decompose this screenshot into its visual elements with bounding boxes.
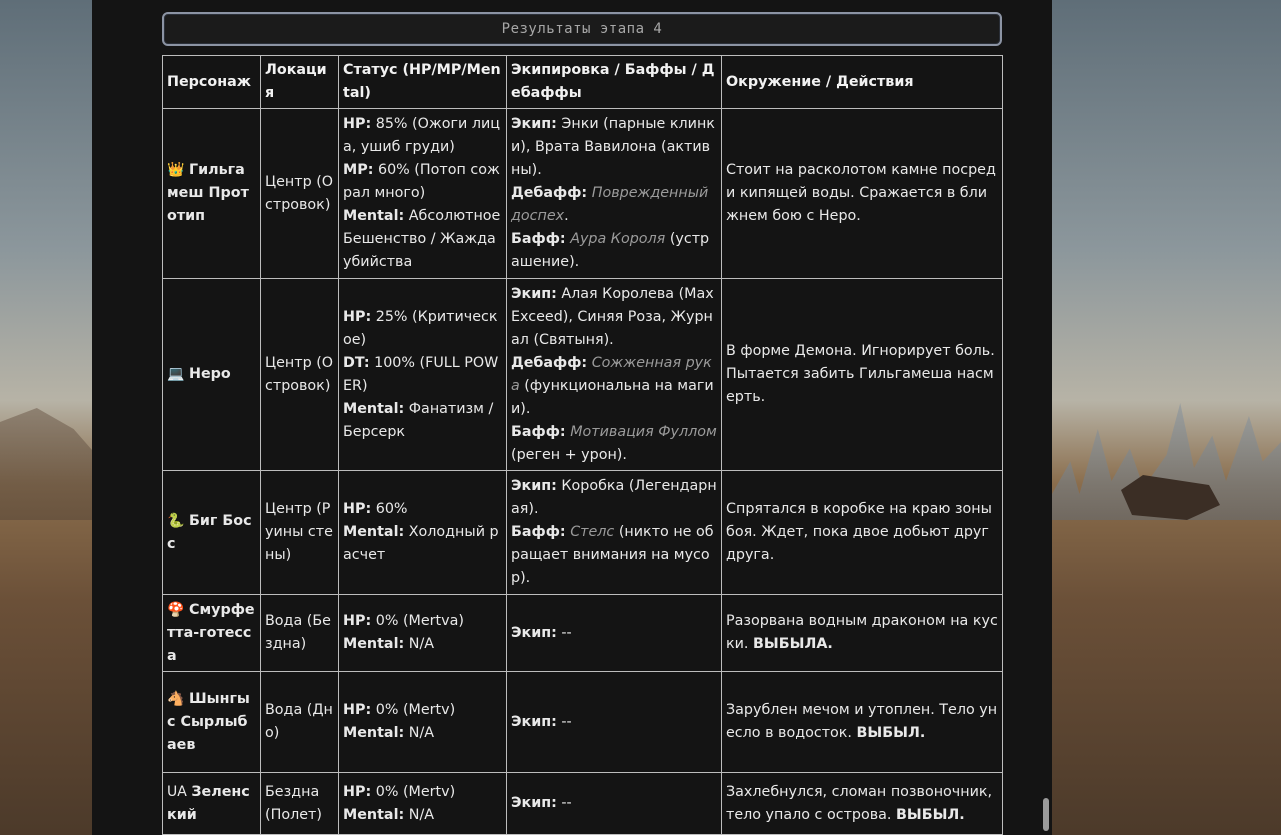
- equipment-line: [511, 283, 717, 352]
- effect-name: Мотивация Фуллом: [570, 423, 717, 440]
- location-cell: Центр (Руины стены): [261, 471, 339, 595]
- action-text: Стоит на расколотом камне посреди кипящей воды. Сражается в ближнем бою с Неро.: [726, 162, 996, 224]
- status-cell: [339, 471, 507, 595]
- status-line: [343, 699, 502, 722]
- equipment-line: [511, 521, 717, 590]
- action-text: Разорвана водным драконом на куски.: [726, 613, 998, 652]
- status-label: DT:: [343, 354, 370, 371]
- column-header-character: Персонаж: [163, 56, 261, 109]
- character-name: Биг Босс: [167, 512, 252, 552]
- equipment-label: Экип:: [511, 116, 557, 132]
- effect-note: (функциональна на магии).: [511, 377, 714, 417]
- results-table: [162, 55, 1003, 835]
- column-header-status: Статус (HP/MP/Mental): [339, 56, 507, 109]
- equipment-value: Коробка (Легендарная).: [511, 478, 717, 517]
- effect-note: (никто не обращает внимания на мусор).: [511, 524, 714, 586]
- effect-note: (реген + урон).: [511, 446, 627, 463]
- status-line: [343, 633, 502, 656]
- location-cell: Центр (Островок): [261, 279, 339, 471]
- equipment-label: Экип:: [511, 713, 557, 730]
- status-line: [343, 610, 502, 633]
- character-cell: [163, 672, 261, 773]
- equipment-line: [511, 622, 717, 645]
- effect-name: Сожженная рука: [511, 354, 712, 394]
- status-value: 60% (Потоп сожрал много): [343, 162, 500, 201]
- location-cell: Центр (Островок): [261, 109, 339, 279]
- character-name: Зеленский: [167, 783, 250, 823]
- status-label: HP:: [343, 501, 372, 517]
- status-label: HP:: [343, 116, 372, 132]
- table-row: [163, 109, 1003, 279]
- status-value: Холодный расчет: [343, 524, 499, 563]
- status-line: [343, 159, 502, 205]
- equipment-value: --: [561, 624, 572, 641]
- character-emoji-icon: 🐴: [167, 690, 185, 707]
- status-label: HP:: [343, 613, 372, 629]
- equipment-label: Экип:: [511, 285, 557, 302]
- status-label: Mental:: [343, 524, 405, 540]
- status-value: 85% (Ожоги лица, ушиб груди): [343, 116, 501, 155]
- character-cell: [163, 773, 261, 835]
- status-value: N/A: [408, 636, 435, 652]
- character-name: Неро: [188, 366, 231, 382]
- equipment-label: Дебафф:: [511, 354, 588, 371]
- equipment-label: Экип:: [511, 624, 557, 641]
- equipment-label: Экип:: [511, 478, 557, 494]
- table-row: [163, 471, 1003, 595]
- equipment-label: Дебафф:: [511, 185, 588, 201]
- status-label: HP:: [343, 308, 372, 325]
- status-line: [343, 722, 502, 745]
- status-label: HP:: [343, 702, 372, 718]
- status-label: Mental:: [343, 400, 405, 417]
- character-name: Шынгыс Сырлыбаев: [167, 690, 250, 753]
- equipment-label: Экип:: [511, 795, 557, 811]
- character-cell: [163, 279, 261, 471]
- action-cell: [722, 672, 1003, 773]
- character-name: Гильгамеш Прототип: [167, 162, 249, 224]
- action-cell: [722, 471, 1003, 595]
- effect-name: Аура Короля: [570, 231, 666, 247]
- equipment-line: [511, 711, 717, 734]
- location-cell: Бездна (Полет): [261, 773, 339, 835]
- status-label: MP:: [343, 162, 374, 178]
- status-label: Mental:: [343, 208, 405, 224]
- equipment-label: Бафф:: [511, 524, 566, 540]
- action-cell: [722, 595, 1003, 672]
- action-text: Спрятался в коробке на краю зоны боя. Ждет, пока двое добьют друг друга.: [726, 501, 992, 563]
- action-cell: [722, 773, 1003, 835]
- equipment-label: Бафф:: [511, 423, 566, 440]
- table-header-row: [163, 56, 1003, 109]
- action-text: В форме Демона. Игнорирует боль. Пытается забить Гильгамеша насмерть.: [726, 343, 995, 405]
- action-cell: [722, 109, 1003, 279]
- character-name: Смурфетта-готесса: [167, 601, 255, 664]
- equipment-line: [511, 113, 717, 182]
- column-header-equipment: Экипировка / Баффы / Дебаффы: [507, 56, 722, 109]
- equipment-line: [511, 182, 717, 228]
- effect-name: Поврежденный доспех: [511, 185, 709, 224]
- character-cell: [163, 595, 261, 672]
- equipment-line: [511, 792, 717, 815]
- effect-note: .: [564, 208, 569, 224]
- equipment-line: [511, 421, 717, 467]
- status-label: Mental:: [343, 806, 405, 823]
- equipment-value: Алая Королева (Max Exceed), Синяя Роза, Журнал (Святыня).: [511, 285, 714, 348]
- equipment-value: Энки (парные клинки), Врата Вавилона (активны).: [511, 116, 715, 178]
- character-emoji-icon: UA: [167, 783, 187, 800]
- table-row: [163, 773, 1003, 835]
- table-row: [163, 595, 1003, 672]
- eliminated-badge: ВЫБЫЛА.: [753, 636, 833, 652]
- table-row: [163, 279, 1003, 471]
- equipment-cell: [507, 773, 722, 835]
- status-value: N/A: [408, 725, 435, 741]
- equipment-value: --: [561, 713, 572, 730]
- equipment-line: [511, 228, 717, 274]
- effect-name: Стелс: [570, 524, 615, 540]
- status-value: 60%: [375, 501, 408, 517]
- character-cell: [163, 109, 261, 279]
- stage-results-title: Результаты этапа 4: [501, 21, 663, 37]
- equipment-cell: [507, 471, 722, 595]
- status-line: [343, 398, 502, 444]
- status-line: [343, 781, 502, 804]
- status-line: [343, 113, 502, 159]
- equipment-line: [511, 475, 717, 521]
- equipment-line: [511, 352, 717, 421]
- status-cell: [339, 773, 507, 835]
- location-cell: Вода (Дно): [261, 672, 339, 773]
- status-value: 0% (Mertva): [375, 613, 464, 629]
- character-emoji-icon: 🍄: [167, 601, 185, 618]
- status-line: [343, 804, 502, 827]
- column-header-actions: Окружение / Действия: [722, 56, 1003, 109]
- action-text: Захлебнулся, сломан позвоночник, тело упало с острова.: [726, 783, 993, 823]
- scrollbar-thumb[interactable]: [1043, 798, 1049, 831]
- character-emoji-icon: 👑: [167, 162, 185, 178]
- status-cell: [339, 279, 507, 471]
- status-line: [343, 521, 502, 567]
- status-cell: [339, 672, 507, 773]
- status-label: Mental:: [343, 725, 405, 741]
- column-header-location: Локация: [261, 56, 339, 109]
- status-line: [343, 205, 502, 274]
- status-value: 0% (Mertv): [375, 783, 456, 800]
- effect-note: (устрашение).: [511, 231, 710, 270]
- status-cell: [339, 109, 507, 279]
- status-line: [343, 498, 502, 521]
- status-line: [343, 306, 502, 352]
- equipment-cell: [507, 279, 722, 471]
- action-cell: [722, 279, 1003, 471]
- status-value: 0% (Mertv): [375, 702, 456, 718]
- action-text: Зарублен мечом и утоплен. Тело унесло в водосток.: [726, 702, 998, 741]
- status-label: Mental:: [343, 636, 405, 652]
- equipment-cell: [507, 672, 722, 773]
- status-value: N/A: [408, 806, 435, 823]
- equipment-cell: [507, 595, 722, 672]
- status-cell: [339, 595, 507, 672]
- status-value: Фанатизм / Берсерк: [343, 400, 494, 440]
- equipment-value: --: [561, 795, 572, 811]
- character-emoji-icon: 💻: [167, 366, 185, 382]
- status-line: [343, 352, 502, 398]
- table-row: [163, 672, 1003, 773]
- eliminated-badge: ВЫБЫЛ.: [856, 725, 926, 741]
- character-emoji-icon: 🐍: [167, 512, 185, 529]
- stage-results-header: [162, 12, 1002, 46]
- status-value: 100% (FULL POWER): [343, 354, 499, 394]
- status-value: 25% (Критическое): [343, 308, 498, 348]
- status-value: Абсолютное Бешенство / Жажда убийства: [343, 208, 501, 270]
- status-label: HP:: [343, 783, 372, 800]
- equipment-cell: [507, 109, 722, 279]
- location-cell: Вода (Бездна): [261, 595, 339, 672]
- character-cell: [163, 471, 261, 595]
- eliminated-badge: ВЫБЫЛ.: [896, 806, 965, 823]
- equipment-label: Бафф:: [511, 231, 566, 247]
